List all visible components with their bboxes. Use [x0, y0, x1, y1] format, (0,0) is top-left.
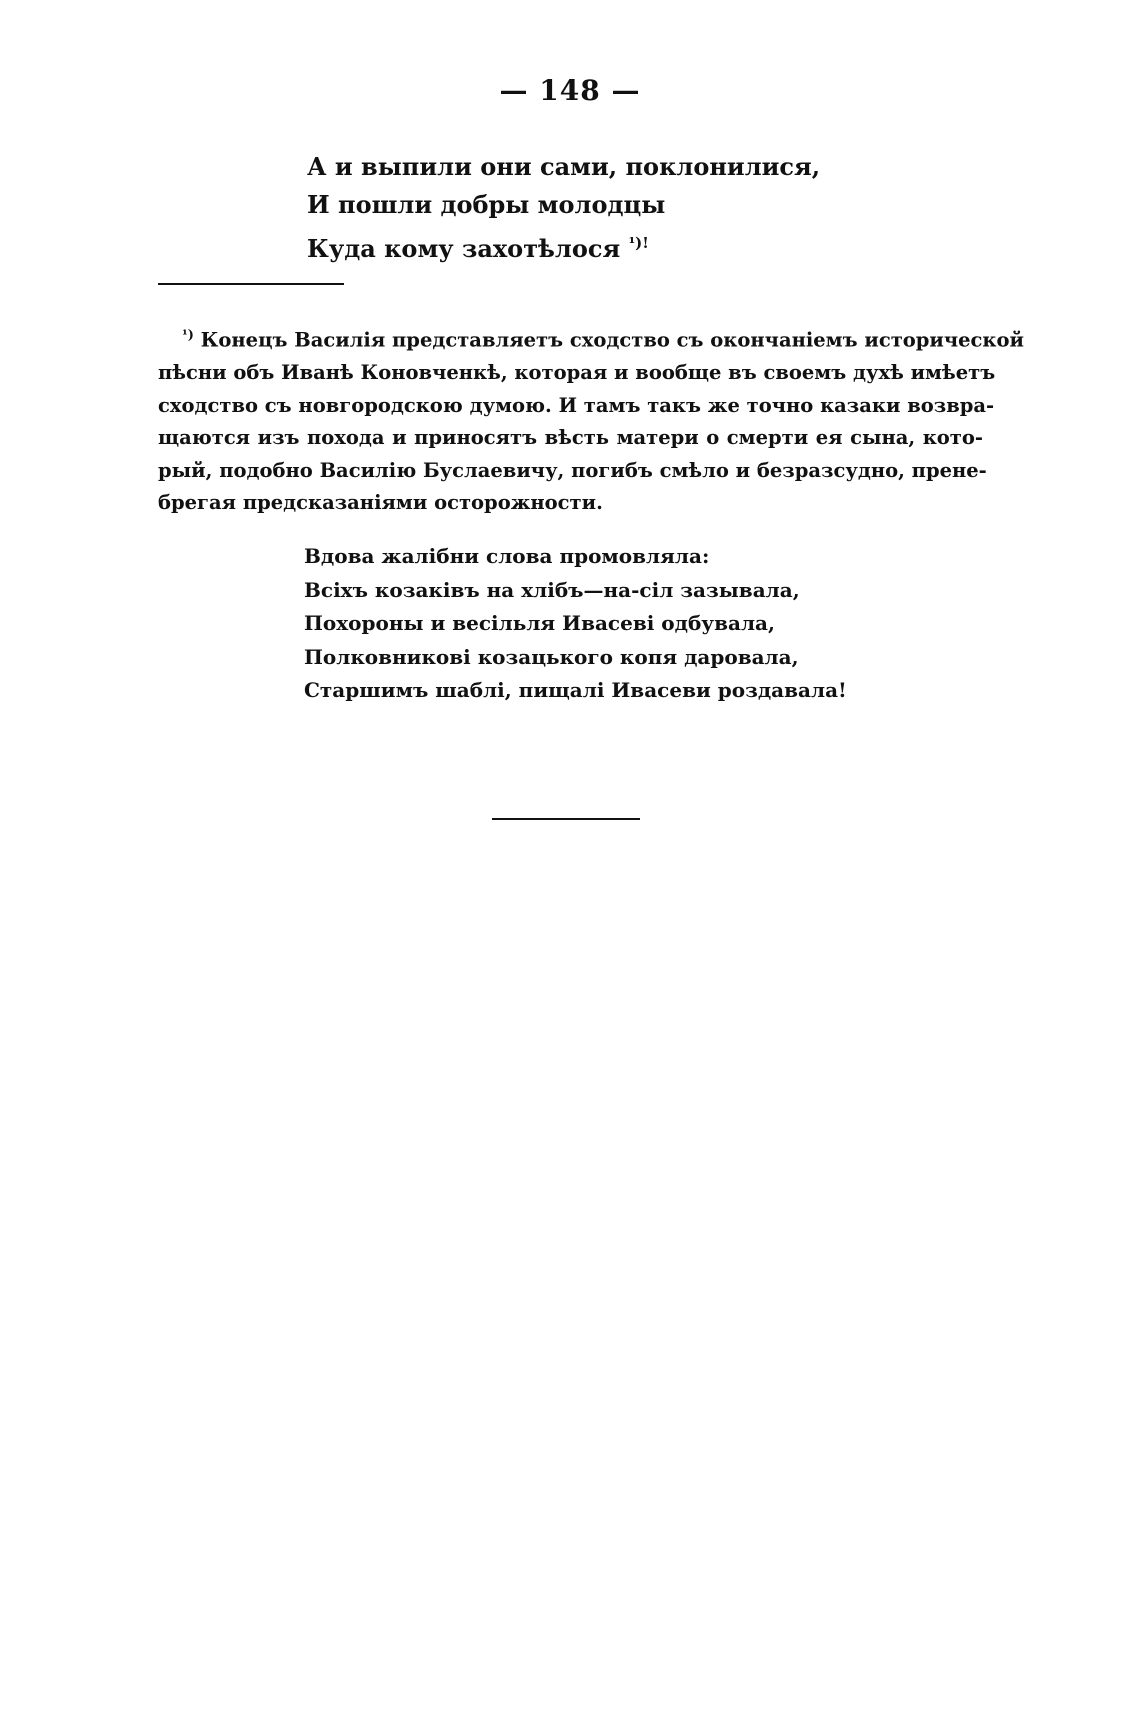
song-line: Старшимъ шаблі, пищалі Ивасеви роздавала! [304, 678, 847, 702]
song-quote-block [304, 540, 847, 708]
footnote-line: пѣсни объ Иванѣ Коновченкѣ, которая и вообще въ своемъ духѣ имѣетъ [158, 361, 996, 384]
footnote-separator-rule [158, 283, 344, 285]
footnote-marker: ¹) [182, 328, 194, 343]
footnote-line: сходство съ новгородскою думою. И тамъ такъ же точно казаки возвра- [158, 393, 995, 417]
song-line: Вдова жалібни слова промовляла: [304, 544, 710, 568]
poem-line-text: Куда кому захотѣлося [307, 234, 621, 263]
song-line: Всіхъ козаківъ на хлібъ—на-сіл зазывала, [304, 577, 800, 602]
poem-line: И пошли добры молодцы [307, 190, 666, 219]
page-number: — 148 — [499, 74, 641, 107]
footnote-reference: ¹)! [628, 234, 649, 252]
footnote-line: брегая предсказаніями осторожности. [158, 491, 603, 514]
footnote-block [158, 320, 1024, 520]
song-line: Полковникові козацького копя даровала, [304, 644, 799, 669]
footnote-line: рый, подобно Василію Буслаевичу, погибъ смѣло и безразсудно, прене- [158, 458, 987, 482]
footnote-line: щаются изъ похода и приносятъ вѣсть матери о смерти ея сына, кото- [158, 426, 983, 449]
poem-line-last [307, 224, 820, 268]
footnote-line-text: Конецъ Василія представляетъ сходство съ окончаніемъ исторической [200, 328, 1024, 352]
end-rule [492, 818, 640, 820]
song-line: Похороны и весільля Ивасеві одбувала, [304, 611, 775, 635]
poem-block [307, 148, 820, 268]
poem-line: А и выпили они сами, поклонилися, [307, 152, 821, 181]
footnote-line [158, 320, 1024, 357]
